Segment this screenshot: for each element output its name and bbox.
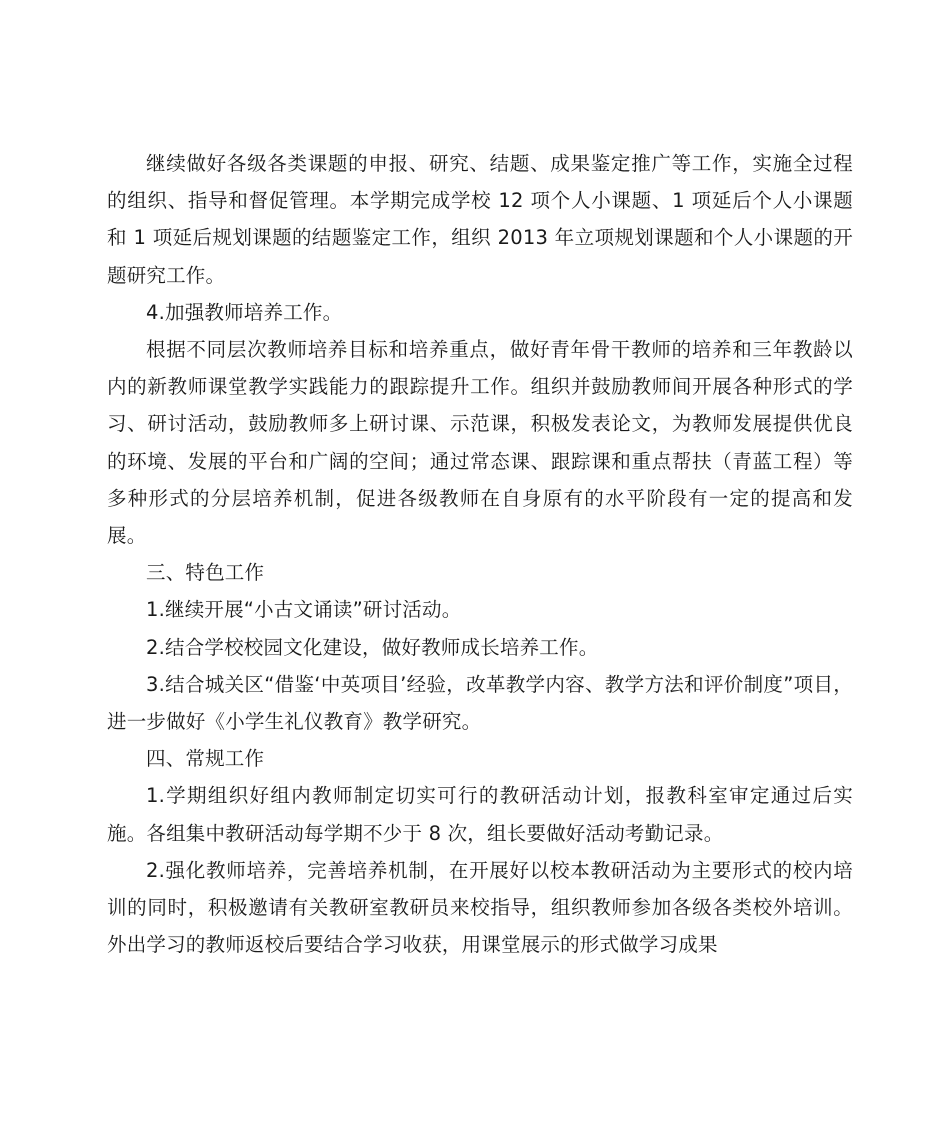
section-heading-special-work: 三、特色工作: [146, 561, 265, 585]
list-item-training-mechanism: 2.强化教师培养，完善培养机制，在开展好以校本教研活动为主要形式的校内培训的同时，积极邀请有关教研室教研员来校指导，组织教师参加各级各类校外培训。外出学习的教师返校后要结合学习收获，用课堂展示的形式做学习成果: [107, 858, 853, 957]
paragraph-research-projects: 继续做好各级各类课题的申报、研究、结题、成果鉴定推广等工作，实施全过程的组织、指导和督促管理。本学期完成学校 12 项个人小课题、1 项延后个人小课题和 1 项延后规划课题的结题鉴定工作，组织 2013 年立项规划课题和个人小课题的开题研究工作。: [107, 152, 853, 287]
list-item-activity-plan: 1.学期组织好组内教师制定切实可行的教研活动计划，报教科室审定通过后实施。各组集中教研活动每学期不少于 8 次，组长要做好活动考勤记录。: [107, 784, 853, 845]
document-body: [107, 145, 853, 963]
paragraph-teacher-training: 根据不同层次教师培养目标和培养重点，做好青年骨干教师的培养和三年教龄以内的新教师课堂教学实践能力的跟踪提升工作。组织并鼓励教师间开展各种形式的学习、研讨活动，鼓励教师多上研讨课、示范课，积极发表论文，为教师发展提供优良的环境、发展的平台和广阔的空间；通过常态课、跟踪课和重点帮扶（青蓝工程）等多种形式的分层培养机制，促进各级教师在自身原有的水平阶段有一定的提高和发展。: [107, 338, 853, 548]
section-heading-routine-work: 四、常规工作: [146, 747, 265, 771]
heading-teacher-training: 4.加强教师培养工作。: [146, 300, 343, 324]
list-item-etiquette-education: 3.结合城关区“借鉴‘中英项目’经验，改革教学内容、教学方法和评价制度”项目，进一步做好《小学生礼仪教育》教学研究。: [107, 672, 853, 734]
list-item-classical-reading: 1.继续开展“小古文诵读”研讨活动。: [146, 598, 462, 622]
list-item-campus-culture: 2.结合学校校园文化建设，做好教师成长培养工作。: [146, 635, 599, 659]
